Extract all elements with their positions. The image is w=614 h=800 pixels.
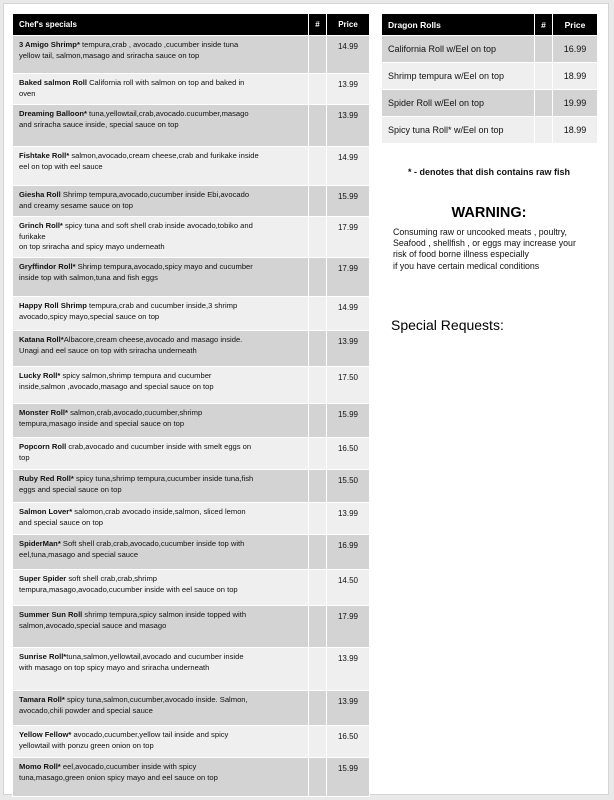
warning-line: Seafood , shellfish , or eggs may increase your (393, 238, 576, 249)
number-column-header: # (309, 14, 327, 36)
menu-item-description (13, 438, 309, 470)
menu-item-price: 13.99 (327, 503, 370, 535)
quantity-cell (309, 648, 327, 691)
menu-item-ingredients: tuna,salmon,yellowtail,avocado and cucumber inside (66, 652, 244, 661)
dragon-price-column-header: Price (553, 14, 598, 36)
menu-item-price: 13.99 (327, 691, 370, 726)
menu-item-price: 17.99 (327, 217, 370, 258)
menu-item-ingredients: California roll with salmon on top and baked in (86, 78, 245, 87)
menu-page (3, 3, 609, 795)
warning-title: WARNING: (451, 205, 527, 221)
menu-item-ingredients: eel,tuna,masago and special sauce (19, 549, 139, 559)
chefs-specials-header-row (13, 14, 370, 36)
menu-item-price: 13.99 (327, 331, 370, 367)
dragon-roll-price: 18.99 (553, 117, 598, 144)
menu-item-price: 17.99 (327, 258, 370, 297)
menu-item-ingredients: salmon,crab,avocado,cucumber,shrimp (67, 408, 203, 417)
quantity-cell (309, 331, 327, 367)
menu-item-ingredients: inside,salmon ,avocado,masago and special sauce on top (19, 381, 214, 391)
menu-item-description (13, 36, 309, 74)
warning-text (393, 227, 605, 272)
menu-item-name: Fishtake Roll* (19, 151, 70, 160)
menu-item-ingredients: Shrimp tempura,avocado,spicy mayo and cucumber (75, 262, 253, 271)
menu-item-ingredients: eel on top with eel sauce (19, 161, 103, 171)
quantity-cell (309, 217, 327, 258)
menu-item-ingredients: spicy salmon,shrimp tempura and cucumber (60, 371, 212, 380)
menu-item-row (13, 404, 370, 438)
menu-item-description (13, 74, 309, 105)
menu-item-ingredients: with masago on top spicy mayo and sriracha underneath (19, 662, 210, 672)
menu-item-ingredients: tempura,masago inside and special sauce on top (19, 418, 185, 428)
menu-item-ingredients: tempura,crab and cucumber inside,3 shrimp (86, 301, 238, 310)
menu-item-row (13, 331, 370, 367)
quantity-cell (309, 258, 327, 297)
menu-item-name: Super Spider (19, 574, 67, 583)
warning-line: Consuming raw or uncooked meats , poultry, (393, 227, 567, 237)
menu-item-price: 16.50 (327, 726, 370, 758)
quantity-cell (309, 367, 327, 404)
dragon-quantity-cell (535, 36, 553, 63)
quantity-cell (309, 726, 327, 758)
dragon-roll-price: 18.99 (553, 63, 598, 90)
dragon-quantity-cell (535, 117, 553, 144)
menu-item-description (13, 470, 309, 503)
menu-item-ingredients: Shrimp tempura,avocado,cucumber inside Ebi,avocado (60, 190, 250, 199)
menu-item-description (13, 258, 309, 297)
dragon-quantity-cell (535, 90, 553, 117)
menu-item-ingredients: avocado,spicy mayo,special sauce on top (19, 311, 160, 321)
quantity-cell (309, 535, 327, 570)
dragon-rolls-title: Dragon Rolls (382, 14, 535, 36)
menu-item-ingredients: salmon,avocado,cream cheese,crab and furikake inside (69, 151, 259, 160)
menu-item-name: Baked salmon Roll (19, 78, 87, 87)
quantity-cell (309, 36, 327, 74)
menu-item-ingredients: Unagi and eel sauce on top with sriracha underneath (19, 345, 197, 355)
dragon-rolls-table (381, 13, 598, 144)
warning-line: risk of food borne illness especially (393, 249, 529, 260)
menu-item-name: Dreaming Balloon* (19, 109, 87, 118)
quantity-cell (309, 186, 327, 217)
menu-item-ingredients: soft shell crab,crab,shrimp (66, 574, 158, 583)
menu-item-row (13, 503, 370, 535)
menu-item-price: 13.99 (327, 648, 370, 691)
menu-item-name: Katana Roll* (19, 335, 64, 344)
menu-item-name: SpiderMan* (19, 539, 61, 548)
menu-item-description (13, 758, 309, 797)
dragon-roll-row (382, 117, 598, 144)
menu-item-ingredients: and special sauce on top (19, 517, 104, 527)
menu-item-row (13, 186, 370, 217)
menu-item-price: 17.50 (327, 367, 370, 404)
menu-item-ingredients: furikake (19, 231, 46, 241)
menu-item-description (13, 367, 309, 404)
dragon-rolls-body (382, 36, 598, 144)
price-column-header: Price (327, 14, 370, 36)
menu-item-ingredients: salomon,crab avocado inside,salmon, sliced lemon (72, 507, 246, 516)
menu-item-description (13, 105, 309, 147)
dragon-quantity-cell (535, 63, 553, 90)
menu-item-price: 14.99 (327, 147, 370, 186)
menu-item-ingredients: eggs and special sauce on top (19, 484, 122, 494)
menu-item-name: Salmon Lover* (19, 507, 73, 516)
menu-item-price: 14.99 (327, 297, 370, 331)
menu-item-description (13, 147, 309, 186)
chefs-specials-title: Chef's specials (13, 14, 309, 36)
quantity-cell (309, 606, 327, 648)
menu-item-name: Sunrise Roll* (19, 652, 67, 661)
menu-item-name: Grinch Roll* (19, 221, 63, 230)
menu-item-row (13, 648, 370, 691)
menu-item-name: Gryffindor Roll* (19, 262, 76, 271)
quantity-cell (309, 758, 327, 797)
quantity-cell (309, 570, 327, 606)
menu-item-ingredients: crab,avocado and cucumber inside with smelt eggs on (66, 442, 252, 451)
menu-item-row (13, 105, 370, 147)
dragon-roll-row (382, 90, 598, 117)
menu-item-description (13, 404, 309, 438)
menu-item-ingredients: spicy tuna and soft shell crab inside avocado,tobiko and (62, 221, 253, 230)
menu-item-ingredients: tempura,crab , avocado ,cucumber inside tuna (79, 40, 239, 49)
raw-fish-note: * - denotes that dish contains raw fish (407, 167, 571, 177)
menu-item-ingredients: inside top with salmon,tuna and fish eggs (19, 272, 158, 282)
menu-item-price: 14.50 (327, 570, 370, 606)
menu-item-ingredients: oven (19, 88, 36, 98)
dragon-roll-name: Shrimp tempura w/Eel on top (382, 63, 535, 90)
menu-item-ingredients: top (19, 452, 30, 462)
menu-item-row (13, 691, 370, 726)
dragon-number-column-header: # (535, 14, 553, 36)
quantity-cell (309, 74, 327, 105)
menu-item-price: 15.99 (327, 404, 370, 438)
dragon-roll-name: California Roll w/Eel on top (382, 36, 535, 63)
menu-item-price: 13.99 (327, 105, 370, 147)
quantity-cell (309, 105, 327, 147)
menu-item-row (13, 470, 370, 503)
warning-line: if you have certain medical conditions (393, 260, 540, 271)
dragon-roll-row (382, 63, 598, 90)
menu-item-ingredients: Soft shell crab,crab,avocado,cucumber inside top with (60, 539, 245, 548)
menu-item-name: Giesha Roll (19, 190, 61, 199)
menu-item-price: 17.99 (327, 606, 370, 648)
menu-item-name: Yellow Fellow* (19, 730, 72, 739)
menu-item-ingredients: and sriracha sauce inside, special sauce on top (19, 119, 179, 129)
menu-item-ingredients: and creamy sesame sauce on top (19, 200, 133, 210)
menu-item-ingredients: avocado,chili powder and special sauce (19, 705, 153, 715)
menu-item-name: Tamara Roll* (19, 695, 65, 704)
menu-item-ingredients: yellow tail, salmon,masago and sriracha sauce on top (19, 50, 200, 60)
menu-item-row (13, 438, 370, 470)
menu-item-ingredients: salmon,avocado,special sauce and masago (19, 620, 167, 630)
menu-item-ingredients: tuna,masago,green onion spicy mayo and eel sauce on top (19, 772, 218, 782)
menu-item-price: 13.99 (327, 74, 370, 105)
menu-item-price: 15.99 (327, 186, 370, 217)
menu-item-price: 16.50 (327, 438, 370, 470)
menu-item-row (13, 297, 370, 331)
menu-item-row (13, 74, 370, 105)
dragon-rolls-header-row (382, 14, 598, 36)
menu-item-ingredients: eel,avocado,cucumber inside with spicy (60, 762, 197, 771)
menu-item-ingredients: Albacore,cream cheese,avocado and masago inside. (63, 335, 243, 344)
menu-item-description (13, 648, 309, 691)
menu-item-name: Ruby Red Roll* (19, 474, 74, 483)
menu-item-description (13, 297, 309, 331)
chefs-specials-body (13, 36, 370, 797)
menu-item-description (13, 503, 309, 535)
menu-item-description (13, 535, 309, 570)
menu-item-name: Summer Sun Roll (19, 610, 83, 619)
quantity-cell (309, 297, 327, 331)
menu-item-name: Lucky Roll* (19, 371, 61, 380)
menu-item-name: Popcorn Roll (19, 442, 67, 451)
menu-item-name: Happy Roll Shrimp (19, 301, 87, 310)
menu-item-row (13, 36, 370, 74)
quantity-cell (309, 691, 327, 726)
menu-item-description (13, 331, 309, 367)
dragon-roll-price: 19.99 (553, 90, 598, 117)
menu-item-description (13, 606, 309, 648)
menu-item-row (13, 217, 370, 258)
menu-item-row (13, 535, 370, 570)
menu-item-name: Monster Roll* (19, 408, 68, 417)
menu-item-ingredients: tempura,masago,avocado,cucumber inside with eel sauce on top (19, 584, 238, 594)
menu-item-row (13, 147, 370, 186)
chefs-specials-table (12, 13, 370, 797)
menu-item-row (13, 606, 370, 648)
menu-item-description (13, 217, 309, 258)
dragon-roll-row (382, 36, 598, 63)
dragon-roll-price: 16.99 (553, 36, 598, 63)
special-requests-label: Special Requests: (391, 317, 504, 333)
dragon-roll-name: Spider Roll w/Eel on top (382, 90, 535, 117)
menu-item-ingredients: on top sriracha and spicy mayo underneath (19, 242, 165, 252)
menu-item-ingredients: spicy tuna,salmon,cucumber,avocado inside. Salmon, (64, 695, 248, 704)
quantity-cell (309, 147, 327, 186)
quantity-cell (309, 503, 327, 535)
menu-item-ingredients: tuna,yellowtail,crab,avocado.cucumber,masago (86, 109, 249, 118)
quantity-cell (309, 438, 327, 470)
menu-item-price: 15.99 (327, 758, 370, 797)
dragon-roll-name: Spicy tuna Roll* w/Eel on top (382, 117, 535, 144)
menu-item-description (13, 186, 309, 217)
menu-item-name: 3 Amigo Shrimp* (19, 40, 80, 49)
menu-item-row (13, 726, 370, 758)
menu-item-description (13, 570, 309, 606)
menu-item-price: 14.99 (327, 36, 370, 74)
menu-item-name: Momo Roll* (19, 762, 61, 771)
menu-item-ingredients: spicy tuna,shrimp tempura,cucumber inside tuna,fish (73, 474, 254, 483)
menu-item-ingredients: yellowtail with ponzu green onion on top (19, 740, 154, 750)
menu-item-description (13, 726, 309, 758)
menu-item-ingredients: shrimp tempura,spicy salmon inside topped with (82, 610, 247, 619)
menu-item-description (13, 691, 309, 726)
menu-item-price: 15.50 (327, 470, 370, 503)
menu-item-row (13, 258, 370, 297)
menu-item-row (13, 758, 370, 797)
menu-item-row (13, 570, 370, 606)
menu-item-row (13, 367, 370, 404)
quantity-cell (309, 404, 327, 438)
menu-item-price: 16.99 (327, 535, 370, 570)
quantity-cell (309, 470, 327, 503)
menu-item-ingredients: avocado,cucumber,yellow tail inside and spicy (71, 730, 229, 739)
